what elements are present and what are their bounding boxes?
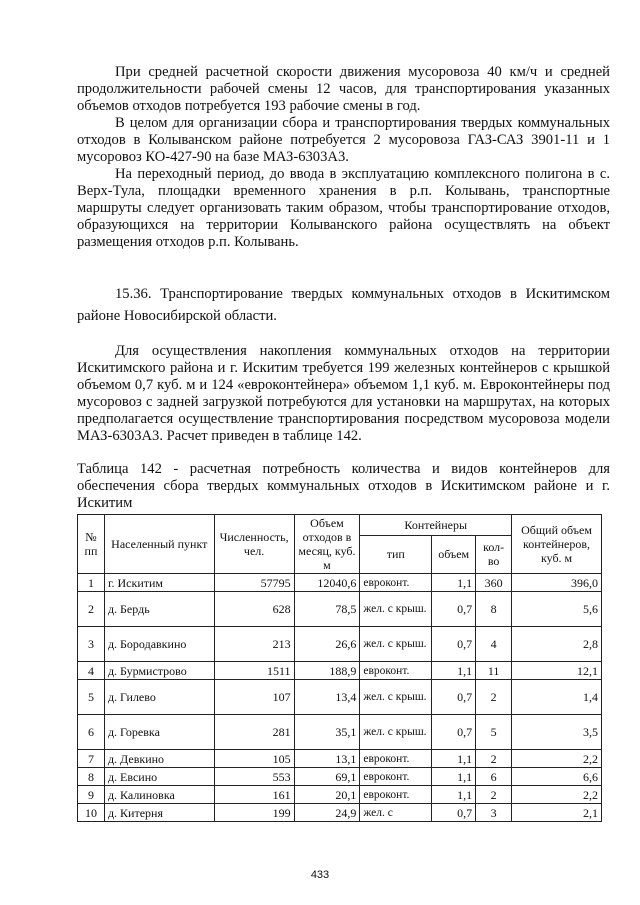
table-row: [78, 592, 602, 627]
cell-population: 281: [214, 715, 294, 750]
cell-settlement: д. Бердь: [104, 592, 214, 627]
cell-count: 5: [476, 715, 512, 750]
cell-container-type: жел. с крыш.: [360, 627, 432, 662]
cell-count: 2: [476, 786, 512, 804]
table-row: [78, 768, 602, 786]
cell-container-type: евроконт.: [360, 786, 432, 804]
cell-container-volume: 1,1: [432, 768, 476, 786]
table-row: [78, 574, 602, 592]
cell-container-volume: 0,7: [432, 680, 476, 715]
header-count: кол-во: [476, 535, 512, 573]
table-row: [78, 750, 602, 768]
cell-population: 628: [214, 592, 294, 627]
section-heading: 15.36. Транспортирование твердых коммунальных отходов в Искитимском районе Новосибирской области.: [77, 286, 610, 324]
cell-container-type: жел. с крыш.: [360, 680, 432, 715]
cell-settlement: д. Китерня: [104, 804, 214, 822]
table-row: [78, 680, 602, 715]
cell-settlement: д. Бурмистрово: [104, 662, 214, 680]
cell-population: 213: [214, 627, 294, 662]
paragraph-speed-shifts: При средней расчетной скорости движения мусоровоза 40 км/ч и средней продолжительности рабочей смены 12 часов, для транспортирования указанных объемов отходов потребуется 193 рабочие смены в год.: [77, 64, 610, 114]
cell-settlement: д. Девкино: [104, 750, 214, 768]
cell-settlement: д. Горевка: [104, 715, 214, 750]
cell-container-type: жел. с: [360, 804, 432, 822]
cell-container-volume: 0,7: [432, 627, 476, 662]
cell-num: 3: [78, 627, 105, 662]
cell-container-type: евроконт.: [360, 662, 432, 680]
cell-total-volume: 5,6: [512, 592, 602, 627]
cell-total-volume: 3,5: [512, 715, 602, 750]
cell-num: 8: [78, 768, 105, 786]
cell-waste-volume: 26,6: [294, 627, 360, 662]
header-settlement: Населенный пункт: [104, 515, 214, 574]
cell-count: 8: [476, 592, 512, 627]
cell-waste-volume: 24,9: [294, 804, 360, 822]
cell-population: 199: [214, 804, 294, 822]
cell-container-type: евроконт.: [360, 750, 432, 768]
cell-waste-volume: 13,1: [294, 750, 360, 768]
cell-waste-volume: 20,1: [294, 786, 360, 804]
cell-num: 2: [78, 592, 105, 627]
cell-total-volume: 12,1: [512, 662, 602, 680]
header-container-volume: объем: [432, 535, 476, 573]
table-row: [78, 786, 602, 804]
cell-num: 10: [78, 804, 105, 822]
cell-num: 7: [78, 750, 105, 768]
cell-count: 2: [476, 750, 512, 768]
cell-container-volume: 0,7: [432, 804, 476, 822]
cell-count: 360: [476, 574, 512, 592]
cell-waste-volume: 13,4: [294, 680, 360, 715]
table-body: [78, 574, 602, 822]
table-row: [78, 804, 602, 822]
cell-population: 161: [214, 786, 294, 804]
cell-settlement: д. Гилево: [104, 680, 214, 715]
cell-total-volume: 2,1: [512, 804, 602, 822]
header-containers: Контейнеры: [360, 515, 512, 536]
cell-container-volume: 1,1: [432, 786, 476, 804]
cell-num: 5: [78, 680, 105, 715]
header-num: № пп: [78, 515, 105, 574]
cell-container-type: жел. с крыш.: [360, 592, 432, 627]
cell-total-volume: 6,6: [512, 768, 602, 786]
cell-settlement: д. Евсино: [104, 768, 214, 786]
cell-population: 107: [214, 680, 294, 715]
paragraph-iskitim-containers: Для осуществления накопления коммунальных отходов на территории Искитимского района и г. Искитим требуется 199 железных контейнеров с крышкой объемом 0,7 куб. м и 124 «евроконтейнера» объемом 1,1 куб. м. Евроконтейнеры под мусоровоз с задней загрузкой потребуются для установки на маршрутах, на которых предполагается осуществление транспортирования посредством мусоровоза модели МАЗ-6303А3. Расчет приведен в таблице 142.: [77, 343, 610, 444]
cell-population: 1511: [214, 662, 294, 680]
cell-total-volume: 1,4: [512, 680, 602, 715]
cell-count: 4: [476, 627, 512, 662]
cell-settlement: д. Калиновка: [104, 786, 214, 804]
page-number: 433: [310, 869, 330, 881]
cell-container-volume: 1,1: [432, 750, 476, 768]
cell-total-volume: 2,2: [512, 786, 602, 804]
cell-waste-volume: 78,5: [294, 592, 360, 627]
cell-container-volume: 0,7: [432, 592, 476, 627]
table-row: [78, 715, 602, 750]
header-type: тип: [360, 535, 432, 573]
cell-population: 57795: [214, 574, 294, 592]
header-population: Численность, чел.: [214, 515, 294, 574]
cell-container-volume: 0,7: [432, 715, 476, 750]
header-total-volume: Общий объем контейнеров, куб. м: [512, 515, 602, 574]
header-waste-volume: Объем отходов в месяц, куб. м: [294, 515, 360, 574]
cell-total-volume: 2,2: [512, 750, 602, 768]
paragraph-kolyvan-trucks: В целом для организации сбора и транспортирования твердых коммунальных отходов в Колыванском районе потребуется 2 мусоровоза ГАЗ-САЗ 3901-11 и 1 мусоровоз КО-427-90 на базе МАЗ-6303А3.: [77, 115, 610, 165]
table-row: [78, 662, 602, 680]
cell-settlement: д. Бородавкино: [104, 627, 214, 662]
cell-count: 2: [476, 680, 512, 715]
cell-num: 9: [78, 786, 105, 804]
cell-waste-volume: 69,1: [294, 768, 360, 786]
cell-waste-volume: 12040,6: [294, 574, 360, 592]
cell-container-type: жел. с крыш.: [360, 715, 432, 750]
paragraph-transition-period: На переходный период, до ввода в эксплуатацию комплексного полигона в с. Верх-Тула, площадки временного хранения в р.п. Колывань, транспортные маршруты следует организовать таким образом, чтобы транспортирование отходов, образующихся на территории Колыванского района осуществлять на объект размещения отходов р.п. Колывань.: [77, 166, 610, 250]
cell-total-volume: 2,8: [512, 627, 602, 662]
table-caption: Таблица 142 - расчетная потребность количества и видов контейнеров для обеспечения сбора твердых коммунальных отходов в Искитимском районе и г. Искитим: [77, 461, 610, 511]
cell-total-volume: 396,0: [512, 574, 602, 592]
cell-waste-volume: 35,1: [294, 715, 360, 750]
cell-count: 6: [476, 768, 512, 786]
cell-num: 6: [78, 715, 105, 750]
table-row: [78, 627, 602, 662]
cell-count: 11: [476, 662, 512, 680]
cell-waste-volume: 188,9: [294, 662, 360, 680]
cell-settlement: г. Искитим: [104, 574, 214, 592]
cell-population: 105: [214, 750, 294, 768]
cell-container-type: евроконт.: [360, 768, 432, 786]
cell-num: 4: [78, 662, 105, 680]
containers-table: [77, 514, 602, 822]
cell-count: 3: [476, 804, 512, 822]
cell-num: 1: [78, 574, 105, 592]
cell-container-type: евроконт.: [360, 574, 432, 592]
cell-container-volume: 1,1: [432, 574, 476, 592]
cell-container-volume: 1,1: [432, 662, 476, 680]
cell-population: 553: [214, 768, 294, 786]
